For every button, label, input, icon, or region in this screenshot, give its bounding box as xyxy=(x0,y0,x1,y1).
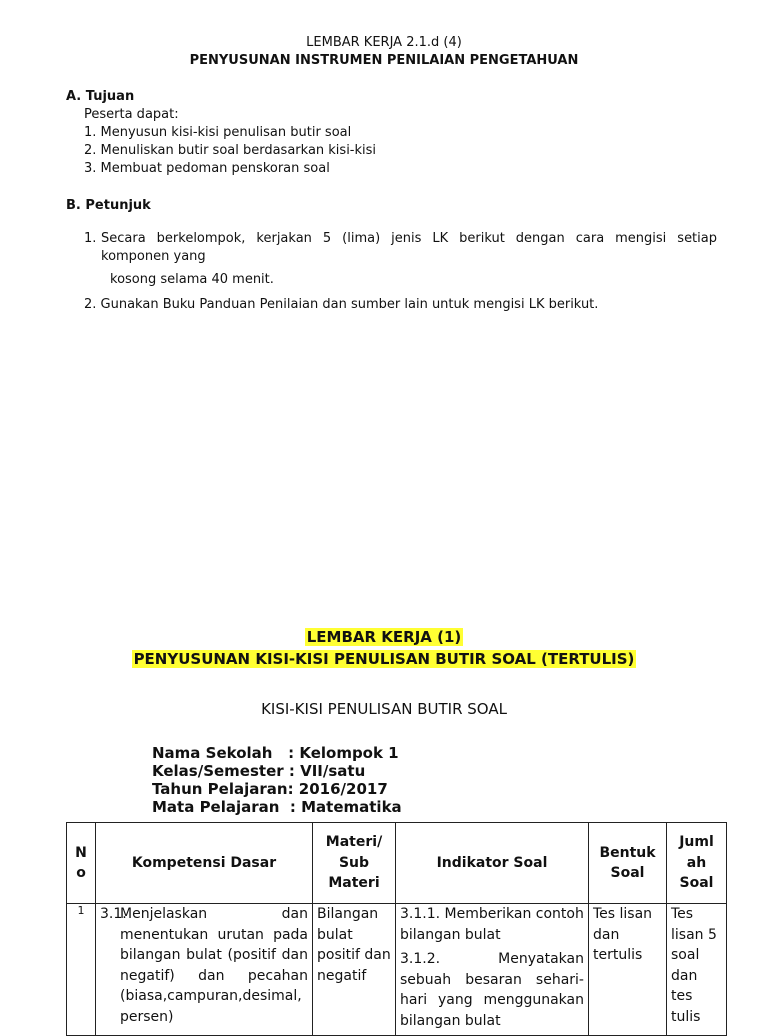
lk4-subtitle: PENYUSUNAN INSTRUMEN PENILAIAN PENGETAHUAN xyxy=(189,53,579,68)
row-no xyxy=(67,904,96,1036)
lk1-subtitle: PENYUSUNAN KISI-KISI PENULISAN BUTIR SOAL (TERTULIS) xyxy=(133,650,635,668)
lk1-title: LEMBAR KERJA (1) xyxy=(306,628,462,646)
row-indikator xyxy=(396,904,589,1036)
header-indikator: Indikator Soal xyxy=(396,823,589,904)
row-bentuk: Tes lisan dan tertulis xyxy=(589,904,667,1036)
header-no: N o xyxy=(67,823,96,904)
lk1-title-line xyxy=(0,627,768,648)
tujuan-item-3: 3. Membuat pedoman penskoran soal xyxy=(84,161,330,176)
tujuan-intro: Peserta dapat: xyxy=(84,107,179,122)
row-jumlah: Tes lisan 5 soal dan tes tulis xyxy=(667,904,727,1036)
header-bentuk: Bentuk Soal xyxy=(589,823,667,904)
petunjuk-1-number: 1. xyxy=(84,231,97,246)
kisi-table xyxy=(66,822,727,1036)
row-materi: Bilangan bulat positif dan negatif xyxy=(313,904,396,1036)
lk1-subtitle-line xyxy=(0,649,768,670)
kisi-heading: KISI-KISI PENULISAN BUTIR SOAL xyxy=(261,700,507,718)
header-kompetensi-dasar: Kompetensi Dasar xyxy=(96,823,313,904)
info-kelas-semester: Kelas/Semester : VII/satu xyxy=(152,762,366,780)
row-kompetensi-dasar xyxy=(96,904,313,1036)
info-mata-pelajaran: Mata Pelajaran : Matematika xyxy=(152,798,402,816)
kd-text: Menjelaskan dan menentukan urutan pada bilangan bulat (positif dan negatif) dan pecahan (biasa,campuran,desimal, persen) xyxy=(120,906,308,1025)
row-no-value: 1 xyxy=(77,904,85,917)
indikator-2: 3.1.2. Menyatakan sebuah besaran sehari-hari yang menggunakan bilangan bulat xyxy=(400,951,584,1029)
petunjuk-2: 2. Gunakan Buku Panduan Penilaian dan sumber lain untuk mengisi LK berikut. xyxy=(84,297,599,312)
petunjuk-1-line3: kosong selama 40 menit. xyxy=(110,272,274,287)
table-row xyxy=(67,904,727,1036)
header-jumlah: Juml ah Soal xyxy=(667,823,727,904)
section-a-heading xyxy=(66,88,134,106)
header-materi: Materi/ Sub Materi xyxy=(313,823,396,904)
info-nama-sekolah: Nama Sekolah : Kelompok 1 xyxy=(152,744,399,762)
section-a-title: Tujuan xyxy=(85,89,135,104)
petunjuk-1-line1: Secara berkelompok, kerjakan 5 (lima) jenis LK berikut dengan cara mengisi setiap xyxy=(101,231,717,246)
petunjuk-1-line2: komponen yang xyxy=(101,249,206,264)
section-b-label: B. xyxy=(66,198,81,213)
section-b-title: Petunjuk xyxy=(85,198,151,213)
section-b-heading xyxy=(66,197,151,215)
info-tahun-pelajaran: Tahun Pelajaran: 2016/2017 xyxy=(152,780,388,798)
kd-number: 3.1. xyxy=(100,906,127,922)
tujuan-item-2: 2. Menuliskan butir soal berdasarkan kisi-kisi xyxy=(84,143,377,158)
table-header-row xyxy=(67,823,727,904)
tujuan-item-1: 1. Menyusun kisi-kisi penulisan butir soal xyxy=(84,125,352,140)
lk4-title: LEMBAR KERJA 2.1.d (4) xyxy=(306,35,462,50)
indikator-1: 3.1.1. Memberikan contoh bilangan bulat xyxy=(400,906,584,943)
section-a-label: A. xyxy=(66,89,82,104)
